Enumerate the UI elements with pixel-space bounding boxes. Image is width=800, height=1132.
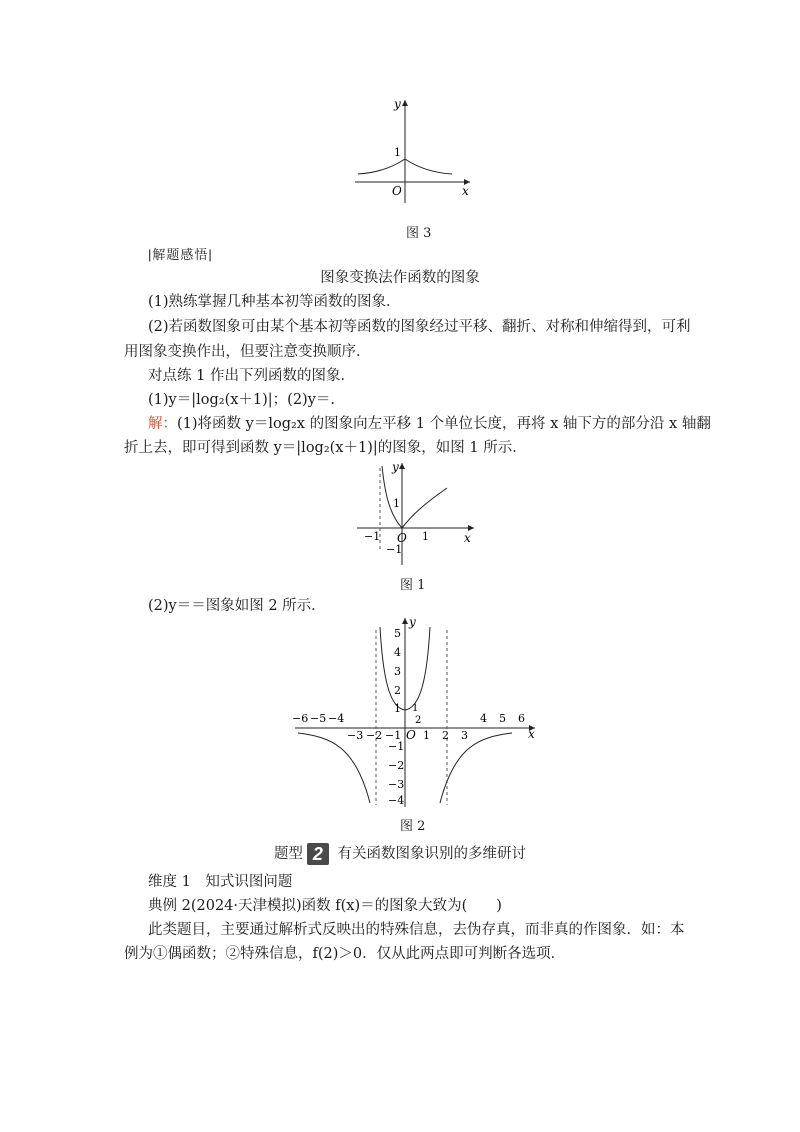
fig2-origin: O	[406, 728, 416, 742]
figure-1	[352, 460, 482, 570]
fig2-small-2: 2	[415, 715, 422, 726]
figure-3	[350, 95, 480, 205]
fig3-tick-1: 1	[394, 146, 401, 159]
fig2-y-5: 5	[394, 627, 401, 640]
tag-label: |解题感悟|	[148, 247, 213, 262]
fig1-tick-xneg1: −1	[364, 530, 381, 543]
fig1-caption: 图 1	[400, 578, 426, 593]
fig3-y-label: y	[394, 97, 401, 111]
fig2-y-neg4: −4	[388, 794, 405, 807]
fig3-x-label: x	[462, 184, 469, 198]
fig2-intro: (2)y＝＝图象如图 2 所示．	[148, 598, 326, 614]
fig3-origin: O	[392, 184, 402, 198]
fig2-x-neg5: −5	[310, 712, 327, 725]
fig2-x-5: 5	[499, 712, 506, 725]
fig2-y-2: 2	[394, 684, 401, 697]
topic-prefix: 题型	[273, 846, 303, 862]
topic-heading	[0, 842, 800, 865]
example-2: 典例 2(2024·天津模拟)函数 f(x)＝的图象大致为( )	[148, 898, 502, 914]
fig1-y-label: y	[392, 460, 399, 474]
fig2-y-4: 4	[394, 646, 401, 659]
fig2-x-6: 6	[518, 712, 525, 725]
fig2-x-2: 2	[442, 729, 449, 742]
fig2-y-neg2: −2	[388, 759, 405, 772]
topic-title: 有关函数图象识别的多维研讨	[337, 846, 527, 862]
fig1-origin: O	[397, 531, 407, 545]
fig2-caption: 图 2	[400, 819, 426, 834]
solution-line-a	[148, 414, 711, 434]
para-2b: 用图象变换作出，但要注意变换顺序．	[124, 344, 371, 360]
exercise-title: 对点练 1 作出下列函数的图象．	[148, 368, 355, 384]
fig1-tick-y1: 1	[393, 497, 400, 510]
fig2-x-3: 3	[461, 729, 468, 742]
fig2-y-3: 3	[394, 665, 401, 678]
fig2-small-1: 1	[412, 703, 419, 714]
fig2-x-neg6: −6	[292, 712, 309, 725]
fig2-x-label: x	[528, 727, 535, 741]
fig2-x-4: 4	[480, 712, 487, 725]
para-2a: (2)若函数图象可由某个基本初等函数的图象经过平移、翻折、对称和伸缩得到，可利	[148, 319, 691, 335]
note-a: 此类题目，主要通过解析式反映出的特殊信息，去伪存真，而非真的作图象．如：本	[148, 922, 685, 938]
fig2-x-1: 1	[423, 729, 430, 742]
exercise-items: (1)y＝|log₂(x＋1)|；(2)y＝.	[148, 392, 336, 408]
para-1: (1)熟练掌握几种基本初等函数的图象．	[148, 294, 401, 310]
fig1-tick-x1: 1	[422, 530, 429, 543]
solution-text-a: (1)将函数 y＝log₂x 的图象向左平移 1 个单位长度，再将 x 轴下方的部分沿 x 轴翻	[177, 416, 711, 432]
figure-2	[290, 615, 540, 810]
fig3-caption: 图 3	[406, 226, 432, 241]
fig2-y-neg1: −1	[388, 740, 405, 753]
solution-line-b: 折上去，即可得到函数 y＝|log₂(x＋1)|的图象，如图 1 所示．	[124, 440, 527, 456]
fig2-x-neg3: −3	[347, 729, 364, 742]
note-b: 例为①偶函数；②特殊信息，f(2)＞0．仅从此两点即可判断各选项．	[124, 946, 566, 962]
fig1-x-label: x	[464, 531, 471, 545]
fig2-x-neg2: −2	[366, 729, 383, 742]
fig2-x-neg4: −4	[328, 712, 345, 725]
fig1-tick-yneg1: −1	[386, 543, 403, 556]
section-title: 图象变换法作函数的图象	[320, 270, 480, 286]
dimension-1: 维度 1 知式识图问题	[148, 874, 293, 890]
fig2-y-neg3: −3	[388, 778, 405, 791]
topic-number-badge: 2	[307, 843, 329, 865]
solution-label: 解：	[148, 416, 177, 432]
fig2-x-neg1: −1	[385, 729, 402, 742]
fig2-y-label: y	[409, 615, 416, 629]
fig2-y-1: 1	[394, 702, 401, 715]
